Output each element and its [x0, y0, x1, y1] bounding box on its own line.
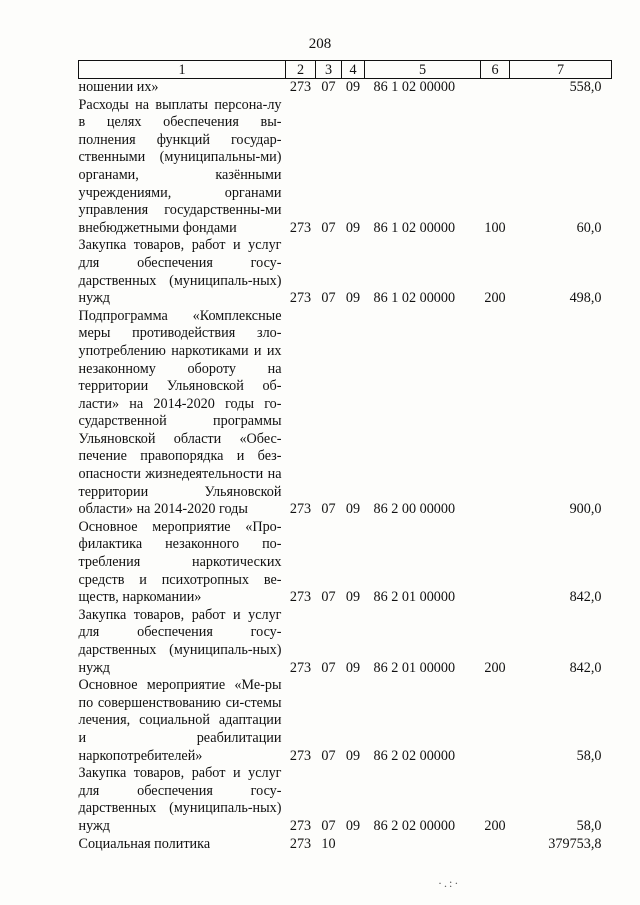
code-target-article: 86 2 01 00000 [373, 659, 456, 676]
column-header: 3 [316, 61, 342, 79]
table-row [79, 765, 612, 835]
code-section: 07 [321, 219, 336, 236]
code-section: 10 [321, 835, 336, 852]
code-subsection: 09 [345, 79, 361, 95]
code-section: 07 [321, 501, 336, 518]
budget-table [78, 60, 612, 853]
code-expense-type: 200 [484, 290, 506, 307]
scan-specks: ·.:· [438, 876, 461, 890]
code-target-article: 86 2 02 00000 [373, 817, 456, 834]
table-row [79, 79, 612, 97]
code-subsection: 09 [345, 219, 361, 236]
table-row [79, 237, 612, 307]
row-amount: 900,0 [569, 501, 602, 518]
row-amount: 58,0 [576, 747, 602, 764]
code-target-article: 86 2 01 00000 [373, 589, 456, 606]
row-amount: 58,0 [576, 817, 602, 834]
page-number: 208 [308, 36, 332, 52]
row-amount: 842,0 [569, 589, 602, 606]
row-description: Закупка товаров, работ и услуг для обеспечения госу-дарственных (муниципаль-ных) нужд [78, 237, 282, 307]
code-subsection: 09 [345, 747, 361, 764]
code-subsection: 09 [345, 589, 361, 606]
code-ministry: 273 [289, 79, 312, 95]
column-header: 1 [79, 61, 286, 79]
code-expense-type: 100 [484, 219, 506, 236]
table-row [79, 607, 612, 677]
code-ministry: 273 [289, 659, 312, 676]
table-row [79, 836, 612, 854]
code-target-article: 86 2 02 00000 [373, 747, 456, 764]
table-header [79, 61, 612, 79]
code-section: 07 [321, 817, 336, 834]
code-ministry: 273 [289, 219, 312, 236]
code-expense-type [481, 308, 510, 519]
column-header: 5 [365, 61, 481, 79]
column-header: 7 [510, 61, 612, 79]
code-section: 07 [321, 589, 336, 606]
row-description: ношении их» [78, 79, 159, 95]
code-ministry: 273 [289, 747, 312, 764]
row-amount: 379753,8 [548, 835, 602, 852]
code-section: 07 [321, 79, 336, 95]
code-section: 07 [321, 747, 336, 764]
row-description: Закупка товаров, работ и услуг для обеспечения госу-дарственных (муниципаль-ных) нужд [78, 606, 282, 676]
code-subsection: 09 [345, 290, 361, 307]
row-amount: 60,0 [576, 219, 602, 236]
code-ministry: 273 [289, 501, 312, 518]
code-target-article: 86 2 00 00000 [373, 501, 456, 518]
code-expense-type [481, 519, 510, 607]
code-ministry: 273 [289, 290, 312, 307]
row-amount: 558,0 [569, 79, 602, 95]
row-description: Закупка товаров, работ и услуг для обеспечения госу-дарственных (муниципаль-ных) нужд [78, 765, 282, 834]
row-description: Основное мероприятие «Про-филактика незаконного по-требления наркотических средств и психотропных ве-ществ, наркомании» [78, 518, 282, 606]
column-header: 6 [481, 61, 510, 79]
row-description: Подпрограмма «Комплексные меры противодействия зло-употреблению наркотиками и их незаконному обороту на территории Ульяновской об-ласти» на 2014-2020 годы го-сударственной программы Ульяновской области «Обес-печение правопорядка и без-опасности жизнедеятельности на территории Ульяновской области» на 2014-2020 годы [78, 307, 282, 518]
row-amount: 498,0 [569, 290, 602, 307]
table-body [79, 79, 612, 854]
code-target-article [365, 836, 481, 854]
row-amount: 842,0 [569, 659, 602, 676]
code-expense-type [481, 677, 510, 765]
row-description: Основное мероприятие «Ме-ры по совершенствованию си-стемы лечения, социальной адаптации и реабилитации наркопотребителей» [78, 677, 282, 764]
code-ministry: 273 [289, 817, 312, 834]
code-section: 07 [321, 659, 336, 676]
column-header: 2 [286, 61, 316, 79]
code-expense-type [481, 79, 510, 97]
code-section: 07 [321, 290, 336, 307]
row-description: Социальная политика [78, 835, 211, 852]
code-target-article: 86 1 02 00000 [373, 79, 456, 95]
code-subsection: 09 [345, 817, 361, 834]
column-header: 4 [342, 61, 365, 79]
table-row [79, 677, 612, 765]
row-description: Расходы на выплаты персона-лу в целях обеспечения вы-полнения функций государ-ственными (муниципальны-ми) органами, казёнными учреждениями, органами управления государственны-ми внебюджетными фондами [78, 96, 282, 236]
code-expense-type [481, 836, 510, 854]
code-expense-type: 200 [484, 817, 506, 834]
code-target-article: 86 1 02 00000 [373, 290, 456, 307]
code-subsection [342, 836, 365, 854]
table-row [79, 519, 612, 607]
header-row [79, 61, 612, 79]
code-subsection: 09 [345, 659, 361, 676]
table-row [79, 97, 612, 238]
table-row [79, 308, 612, 519]
code-ministry: 273 [289, 835, 312, 852]
code-ministry: 273 [289, 589, 312, 606]
code-target-article: 86 1 02 00000 [373, 219, 456, 236]
code-expense-type: 200 [484, 659, 506, 676]
code-subsection: 09 [345, 501, 361, 518]
